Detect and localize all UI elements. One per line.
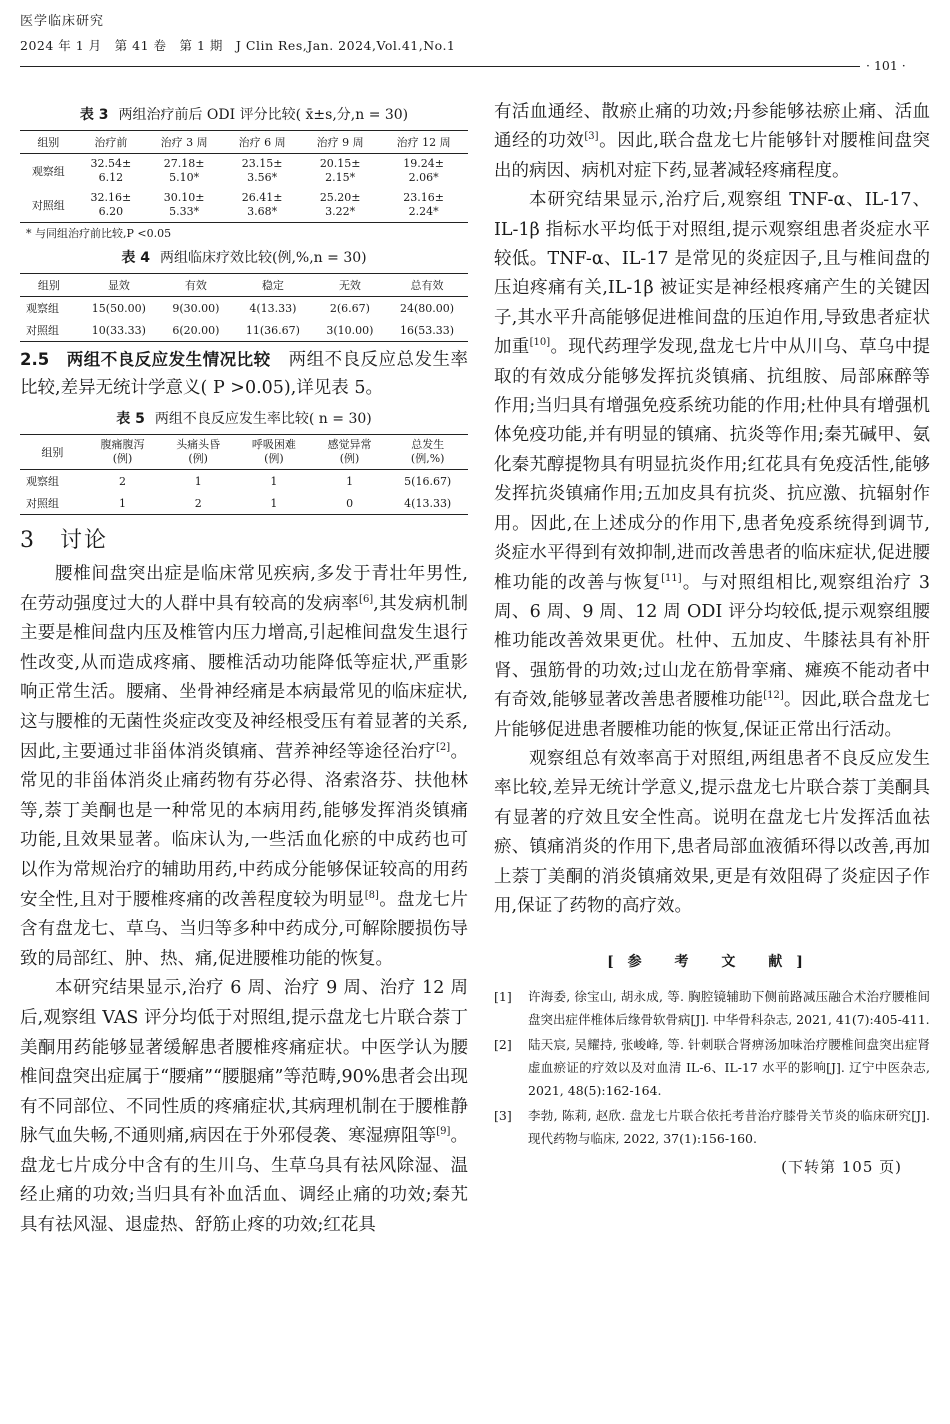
table3-caption xyxy=(20,104,468,124)
table-cell: 观察组 xyxy=(31,165,65,178)
table-cell: 2(6.67) xyxy=(329,301,370,315)
cell-mean: 32.16± xyxy=(90,191,132,204)
table5-header xyxy=(312,435,388,470)
page-number: · 101 · xyxy=(866,58,906,73)
table-cell xyxy=(379,154,468,189)
table4-header: 总有效 xyxy=(386,274,468,297)
citation: [2] xyxy=(436,741,451,753)
table-cell: 10(33.33) xyxy=(91,323,146,337)
table5-caption-text: 两组不良反应发生率比较( n = 30) xyxy=(154,411,372,427)
table3 xyxy=(20,130,468,223)
table-cell: 2 xyxy=(119,474,126,488)
table5-header xyxy=(85,435,161,470)
citation: [3] xyxy=(584,131,599,143)
header-unit: (例) xyxy=(339,452,360,465)
header-unit: (例,%) xyxy=(410,452,445,465)
reference-item xyxy=(494,1033,930,1102)
header-unit: (例) xyxy=(264,452,284,465)
text-run: 腰椎间盘突出症是临床常见疾病,多发于青壮年男性,在劳动强度过大的人群中具有较高的发病率 xyxy=(20,564,468,614)
table3-header: 治疗 6 周 xyxy=(223,131,301,154)
table-row xyxy=(20,154,468,189)
cell-mean: 19.24± xyxy=(403,157,444,170)
table-row xyxy=(20,297,468,320)
table5 xyxy=(20,434,468,515)
table-cell: 1 xyxy=(270,474,278,488)
cell-sd: 6.12 xyxy=(98,171,124,184)
right-column xyxy=(494,98,930,1177)
table-cell: 16(53.33) xyxy=(399,323,455,337)
table-cell: 1 xyxy=(270,496,278,510)
table-row xyxy=(20,319,468,342)
table-cell xyxy=(77,154,145,189)
reference-number: [3] xyxy=(494,1108,512,1124)
citation: [6] xyxy=(359,593,374,605)
table-cell xyxy=(301,188,379,223)
discussion-paragraph-2-continued xyxy=(494,98,930,186)
table-row xyxy=(20,188,468,223)
table-cell: 4(13.33) xyxy=(249,301,297,315)
table5-header: 组别 xyxy=(20,435,85,470)
reference-item xyxy=(494,985,930,1031)
text-run: 。盘龙七片成分中含有的生川乌、生草乌具有祛风除湿、温经止痛的功效;当归具有补血活血、调经止痛的功效;秦艽具有祛风湿、退虚热、舒筋止疼的功效;红花具 xyxy=(20,1126,469,1236)
cell-mean: 23.15± xyxy=(241,157,283,170)
table3-caption-text: 两组治疗前后 ODI 评分比较( x̄±s,分,n = 30) xyxy=(118,107,409,123)
table3-header: 治疗 3 周 xyxy=(145,131,223,154)
citation: [10] xyxy=(529,337,551,349)
cell-mean: 30.10± xyxy=(163,191,205,204)
citation: [12] xyxy=(763,690,784,702)
table-cell: 观察组 xyxy=(26,302,59,315)
table5-caption xyxy=(20,408,468,428)
cell-mean: 25.20± xyxy=(319,191,361,204)
cell-mean: 20.15± xyxy=(319,157,361,170)
table4 xyxy=(20,273,468,342)
header-line: 呼吸困难 xyxy=(251,438,296,451)
cell-mean: 27.18± xyxy=(163,157,205,170)
table5-header xyxy=(160,435,236,470)
table-row xyxy=(20,492,468,515)
table4-header: 稳定 xyxy=(232,274,314,297)
header-line: 头痛头昏 xyxy=(176,438,221,451)
text-run: 。因此,联合盘龙七片能够促进患者腰椎功能的恢复,保证正常出行活动。 xyxy=(494,690,931,740)
text-run: 本研究结果显示,治疗后,观察组 TNF-α、IL-17、IL-1β 指标水平均低于对照组,提示观察组患者炎症水平较低。TNF-α、IL-17 是常见的炎症因子,且与椎间盘的压迫疼痛有关,IL-1β 被证实是神经根疼痛产生的关键因子,其水平升高能够促进椎间盘的压迫作用,导致患者症状加重 xyxy=(494,190,930,358)
cell-mean: 26.41± xyxy=(241,191,283,204)
table4-caption xyxy=(20,247,468,267)
header-line: 腹痛腹泻 xyxy=(100,438,145,451)
reference-item xyxy=(494,1104,930,1150)
table3-header: 治疗前 xyxy=(77,131,145,154)
cell-mean: 23.16± xyxy=(403,191,444,204)
table-cell: 1 xyxy=(194,474,202,488)
cell-sd: 5.33* xyxy=(169,205,200,218)
reference-number: [1] xyxy=(494,989,512,1005)
table4-header: 无效 xyxy=(314,274,386,297)
text-run: 。盘龙七片含有盘龙七、草乌、当归等多种中药成分,可解除腰损伤导致的局部红、肿、热、痛,促进腰椎功能的恢复。 xyxy=(20,889,469,969)
table-cell xyxy=(301,154,379,189)
table4-caption-text: 两组临床疗效比较(例,%,n = 30) xyxy=(160,250,367,266)
header-line: 感觉异常 xyxy=(327,438,372,451)
cell-sd: 3.68* xyxy=(247,205,278,218)
table-cell: 对照组 xyxy=(31,199,65,212)
table-cell xyxy=(379,188,468,223)
header-unit: (例) xyxy=(188,452,208,465)
table-cell: 6(20.00) xyxy=(172,323,220,337)
table-cell: 对照组 xyxy=(26,324,59,337)
table3-label: 表 3 xyxy=(79,107,109,123)
table-cell: 24(80.00) xyxy=(399,301,455,315)
table-cell: 15(50.00) xyxy=(91,301,146,315)
header-rule xyxy=(20,66,860,67)
table3-note: * 与同组治疗前比较,P <0.05 xyxy=(26,227,172,240)
table-cell: 2 xyxy=(194,496,202,510)
cell-sd: 2.15* xyxy=(325,171,356,184)
discussion-paragraph-1 xyxy=(20,560,468,974)
citation: [9] xyxy=(436,1126,451,1138)
table-cell: 4(13.33) xyxy=(404,496,452,510)
table3-header-row xyxy=(20,131,468,154)
cell-mean: 32.54± xyxy=(90,157,132,170)
discussion-paragraph-4: 观察组总有效率高于对照组,两组患者不良反应发生率比较,差异无统计学意义,提示盘龙七片联合萘丁美酮具有显著的疗效且安全性高。说明在盘龙七片发挥活血祛瘀、镇痛消炎的作用下,患者局部血液循环得以改善,再加上萘丁美酮的消炎镇痛效果,更是有效阻碍了炎症因子作用,保证了药物的高疗效。 xyxy=(494,748,930,916)
cell-sd: 5.10* xyxy=(169,171,200,184)
text-run: 。与对照组相比,观察组治疗 3 周、6 周、9 周、12 周 ODI 评分均较低,提示观察组腰椎功能改善效果更优。杜仲、五加皮、牛膝祛具有补肝肾、强筋骨的功效;过山龙在筋骨挛痛、瘫痪不能动者中有奇效,能够显著改善患者腰椎功能 xyxy=(494,572,930,711)
table3-header: 组别 xyxy=(20,131,77,154)
table4-label: 表 4 xyxy=(121,250,151,266)
table3-header: 治疗 12 周 xyxy=(379,131,468,154)
reference-text: 李勃, 陈莉, 赵欣. 盘龙七片联合依托考昔治疗膝骨关节炎的临床研究[J]. 现代药物与临床, 2022, 37(1):156-160. xyxy=(528,1108,930,1147)
text-run: 有活血通经、散瘀止痛的功效;丹参能够祛瘀止痛、活血通经的功效 xyxy=(494,102,930,152)
text-run: 本研究结果显示,治疗 6 周、治疗 9 周、治疗 12 周后,观察组 VAS 评分均低于对照组,提示盘龙七片联合萘丁美酮用药能够显著缓解患者腰椎疼痛症状。中医学认为腰椎间盘突出症属于“腰痛”“腰腿痛”等范畴,90%患者会出现有不同部位、不同性质的疼痛症状,其病理机制在于腰椎静脉气血失畅,不通则痛,病因在于外邪侵袭、寒湿痹阻等 xyxy=(20,978,468,1147)
table3-header: 治疗 9 周 xyxy=(301,131,379,154)
table-cell: 11(36.67) xyxy=(245,323,300,337)
table-cell: 1 xyxy=(119,496,126,510)
cell-sd: 6.20 xyxy=(98,205,124,218)
issue-line: 2024 年 1 月 第 41 卷 第 1 期 J Clin Res,Jan. 2024,Vol.41,No.1 xyxy=(20,38,456,53)
section-2-5 xyxy=(20,346,468,402)
table4-header: 显效 xyxy=(78,274,160,297)
continued-note: (下转第 105 页) xyxy=(781,1158,902,1177)
table-cell: 9(30.00) xyxy=(172,301,220,315)
journal-name: 医学临床研究 xyxy=(20,14,105,29)
table4-header: 有效 xyxy=(160,274,232,297)
citation: [11] xyxy=(661,572,682,584)
table-cell: 观察组 xyxy=(26,475,59,488)
discussion-heading: 3 讨论 xyxy=(20,528,108,553)
table5-header-row xyxy=(20,435,468,470)
header-unit: (例) xyxy=(112,452,133,465)
table-cell xyxy=(223,188,301,223)
table-cell xyxy=(77,188,145,223)
cell-sd: 2.06* xyxy=(408,171,439,184)
section-2-5-heading: 2.5 两组不良反应发生情况比较 xyxy=(20,350,271,369)
cell-sd: 2.24* xyxy=(408,205,439,218)
text-run: 。因此,联合盘龙七片能够针对腰椎间盘突出的病因、病机对症下药,显著减轻疼痛程度。 xyxy=(494,131,931,181)
table-cell: 对照组 xyxy=(26,497,59,510)
citation: [8] xyxy=(364,889,379,901)
table-cell: 5(16.67) xyxy=(404,474,452,488)
table5-header xyxy=(236,435,312,470)
reference-text: 陆天宸, 吴耀持, 张峻峰, 等. 针刺联合肾痹汤加味治疗腰椎间盘突出症肾虚血瘀证的疗效以及对血清 IL-6、IL-17 水平的影响[J]. 辽宁中医杂志, 2021, 48(5):162-164. xyxy=(528,1037,930,1099)
section-2-5-text: 两组不良反应总发生率比较,差异无统计学意义( P >0.05),详见表 5。 xyxy=(20,350,468,398)
cell-sd: 3.22* xyxy=(325,205,356,218)
reference-number: [2] xyxy=(494,1037,512,1053)
table-row xyxy=(20,470,468,493)
cell-sd: 3.56* xyxy=(247,171,278,184)
table-cell xyxy=(145,154,223,189)
text-run: ,其发病机制主要是椎间盘内压及椎管内压力增高,引起椎间盘发生退行性改变,从而造成疼痛、腰椎活动功能降低等症状,严重影响正常生活。腰痛、坐骨神经痛是本病最常见的临床症状,这与腰椎的无菌性炎症改变及神经根受压有着显著的关系,因此,主要通过非甾体消炎镇痛、营养神经等途径治疗 xyxy=(20,593,469,762)
left-column xyxy=(20,98,468,1241)
discussion-paragraph-2 xyxy=(20,974,468,1240)
table-cell: 3(10.00) xyxy=(326,323,374,337)
discussion-paragraph-3 xyxy=(494,186,930,745)
table-cell: 1 xyxy=(346,474,354,488)
table-cell xyxy=(223,154,301,189)
text-run: 。常见的非甾体消炎止痛药物有芬必得、洛索洛芬、扶他林等,萘丁美酮也是一种常见的本病用药,能够发挥消炎镇痛功能,且效果显著。临床认为,一些活血化瘀的中成药也可以作为常规治疗的辅助用药,中药成分能够保证较高的用药安全性,且对于腰椎疼痛的改善程度较为明显 xyxy=(20,741,469,910)
table5-label: 表 5 xyxy=(116,411,145,427)
header-line: 总发生 xyxy=(411,438,445,451)
table4-header: 组别 xyxy=(20,274,78,297)
table4-header-row xyxy=(20,274,468,297)
reference-text: 许海委, 徐宝山, 胡永成, 等. 胸腔镜辅助下侧前路减压融合术治疗腰椎间盘突出症伴椎体后缘骨软骨病[J]. 中华骨科杂志, 2021, 41(7):405-411. xyxy=(528,989,930,1028)
table5-header xyxy=(387,435,468,470)
table-cell: 0 xyxy=(346,496,354,510)
references-title: [参 考 文 献] xyxy=(607,954,817,971)
table-cell xyxy=(145,188,223,223)
text-run: 。现代药理学发现,盘龙七片中从川乌、草乌中提取的有效成分能够发挥抗炎镇痛、抗组胺、局部麻醉等作用;当归具有增强免疫系统功能的作用;杜仲具有增强机体免疫功能,并有明显的镇痛、抗炎等作用;秦艽碱甲、氨化秦艽醇提物具有明显抗炎作用;红花具有免疫活性,能够发挥抗炎镇痛作用;五加皮具有抗炎、抗应激、抗辐射作用。因此,在上述成分的作用下,患者免疫系统得到调节,炎症水平得到有效抑制,进而改善患者的临床症状,促进腰椎功能的改善与恢复 xyxy=(494,337,931,593)
